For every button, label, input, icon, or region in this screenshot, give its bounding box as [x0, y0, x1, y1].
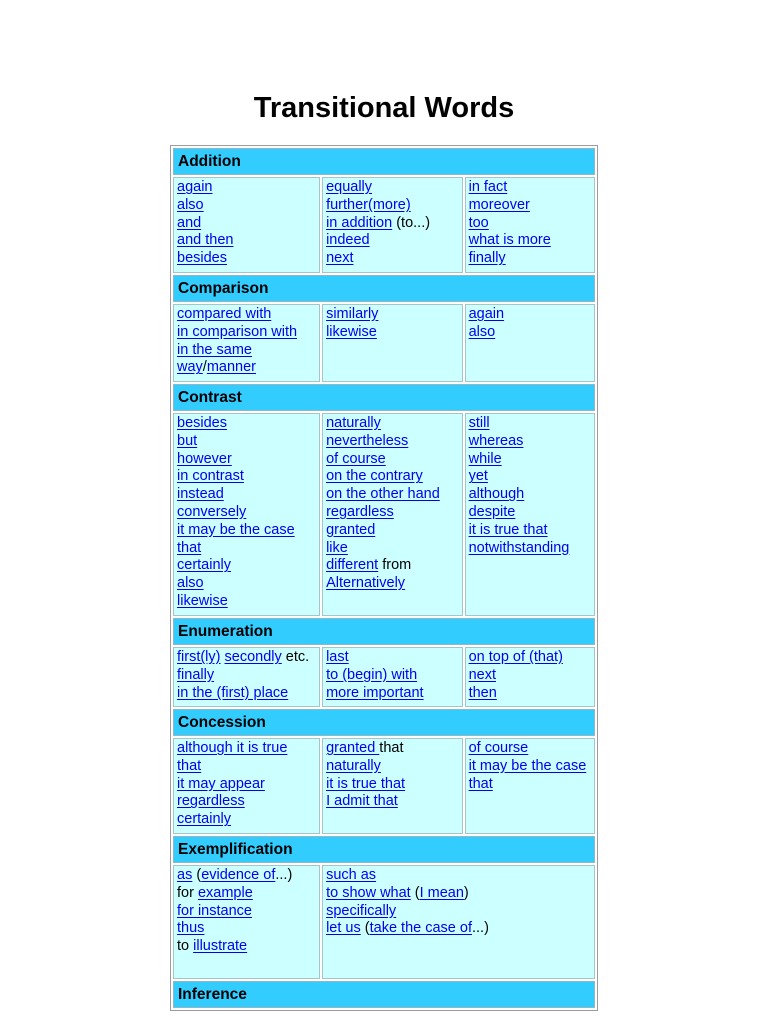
word-link[interactable]: different — [326, 557, 379, 574]
section-header-enumeration: Enumeration — [173, 618, 595, 645]
word-link[interactable]: despite — [468, 503, 516, 520]
word-link[interactable]: that — [468, 775, 493, 792]
section-header-row — [173, 275, 595, 302]
word-link[interactable]: in comparison with — [177, 323, 298, 340]
word-link[interactable]: in fact — [468, 179, 508, 195]
word-link[interactable]: example — [197, 884, 253, 901]
list-item — [326, 179, 459, 197]
word-link[interactable]: it is true that — [326, 775, 406, 792]
table-row — [173, 738, 595, 834]
word-link[interactable]: indeed — [326, 232, 370, 249]
word-link[interactable]: naturally — [326, 415, 381, 431]
word-cell — [465, 413, 595, 616]
word-link[interactable]: to show what — [326, 884, 411, 901]
list-item — [469, 324, 591, 342]
word-text: to — [177, 938, 194, 955]
list-item — [326, 486, 459, 504]
section-header-contrast: Contrast — [173, 384, 595, 411]
list-item — [469, 758, 591, 776]
list-item — [469, 522, 591, 540]
word-link[interactable]: and then — [177, 232, 234, 249]
section-header-row — [173, 618, 595, 645]
word-text: (to...) — [392, 214, 431, 231]
section-header-addition: Addition — [173, 148, 595, 175]
list-item — [469, 667, 591, 685]
list-item — [326, 758, 459, 776]
word-link[interactable]: I admit that — [326, 793, 398, 810]
word-link[interactable]: last — [326, 649, 349, 665]
list-item — [177, 649, 316, 667]
word-cell — [465, 738, 595, 834]
word-link[interactable]: thus — [177, 920, 205, 937]
word-cell — [322, 647, 463, 707]
word-link[interactable]: such as — [326, 867, 377, 883]
list-item — [469, 306, 591, 324]
word-link[interactable]: certainly — [177, 811, 231, 828]
word-link[interactable]: again — [468, 306, 505, 322]
word-link[interactable]: as — [177, 867, 193, 883]
word-link[interactable]: while — [468, 450, 502, 467]
table-body — [173, 148, 595, 1008]
word-link[interactable]: of course — [468, 740, 529, 756]
section-header-row — [173, 836, 595, 863]
word-link[interactable]: in the (first) place — [177, 684, 289, 701]
list-item — [469, 250, 591, 268]
list-item — [177, 776, 316, 794]
word-text: ...) — [471, 920, 489, 937]
word-link[interactable]: regardless — [326, 503, 394, 520]
word-link[interactable]: what is more — [468, 232, 551, 249]
list-item — [326, 649, 459, 667]
table-row — [173, 413, 595, 616]
word-link[interactable]: too — [468, 214, 489, 231]
list-item — [469, 649, 591, 667]
word-link[interactable]: besides — [177, 415, 227, 431]
list-item — [177, 359, 316, 377]
section-header-concession: Concession — [173, 709, 595, 736]
table-row — [173, 647, 595, 707]
word-link[interactable]: first(ly) — [177, 649, 221, 665]
section-header-comparison: Comparison — [173, 275, 595, 302]
word-link[interactable]: compared with — [177, 306, 272, 322]
word-link[interactable]: regardless — [177, 793, 245, 810]
list-item — [326, 557, 459, 575]
list-item — [177, 179, 316, 197]
word-link[interactable]: it may appear — [177, 775, 265, 792]
list-item — [177, 232, 316, 250]
word-link[interactable]: in the same — [177, 341, 252, 358]
word-text: / — [202, 359, 207, 376]
list-item — [177, 575, 316, 593]
list-item — [469, 215, 591, 233]
list-item — [326, 920, 591, 938]
word-cell — [173, 177, 320, 273]
word-cell — [322, 738, 463, 834]
word-link[interactable]: likewise — [177, 592, 228, 609]
list-item — [177, 342, 316, 360]
word-link[interactable]: next — [468, 666, 497, 683]
list-item — [177, 557, 316, 575]
list-item — [469, 433, 591, 451]
word-link[interactable]: manner — [206, 359, 256, 376]
list-item — [326, 885, 591, 903]
word-text: ( — [192, 867, 202, 883]
list-item — [177, 415, 316, 433]
list-item — [326, 324, 459, 342]
list-item — [177, 451, 316, 469]
list-item — [177, 920, 316, 938]
list-item — [177, 522, 316, 540]
word-link[interactable]: on the other hand — [326, 486, 440, 503]
word-cell — [322, 304, 463, 382]
list-item — [326, 250, 459, 268]
word-link[interactable]: and — [177, 214, 202, 231]
list-item — [177, 486, 316, 504]
word-cell — [173, 738, 320, 834]
word-link[interactable]: but — [177, 432, 198, 449]
word-link[interactable]: to (begin) with — [326, 666, 418, 683]
section-header-inference: Inference — [173, 981, 595, 1008]
word-link[interactable]: likewise — [326, 323, 377, 340]
list-item — [469, 685, 591, 703]
list-item — [177, 540, 316, 558]
list-item — [177, 593, 316, 611]
word-link[interactable]: then — [468, 684, 497, 701]
page-title: Transitional Words — [253, 92, 515, 124]
word-link[interactable]: in addition — [326, 214, 393, 231]
list-item — [326, 903, 591, 921]
word-text: for — [177, 884, 198, 901]
list-item — [326, 867, 591, 885]
list-item — [326, 504, 459, 522]
list-item — [469, 232, 591, 250]
list-item — [326, 667, 459, 685]
word-link[interactable]: of course — [326, 450, 386, 467]
word-cell — [173, 413, 320, 616]
list-item — [177, 504, 316, 522]
list-item — [177, 885, 316, 903]
list-item — [177, 215, 316, 233]
word-link[interactable]: whereas — [468, 432, 524, 449]
word-text: etc. — [281, 649, 310, 665]
word-link[interactable]: conversely — [177, 503, 247, 520]
list-item — [326, 522, 459, 540]
list-item — [326, 415, 459, 433]
word-cell — [465, 304, 595, 382]
list-item — [326, 433, 459, 451]
word-link[interactable]: granted — [326, 521, 376, 538]
word-link[interactable]: specifically — [326, 902, 397, 919]
list-item — [326, 793, 459, 811]
list-item — [326, 575, 459, 593]
word-link[interactable]: moreover — [468, 196, 530, 213]
list-item — [326, 306, 459, 324]
list-item — [177, 903, 316, 921]
list-item — [326, 197, 459, 215]
list-item — [469, 451, 591, 469]
list-item — [326, 468, 459, 486]
word-link[interactable]: that — [177, 757, 202, 774]
list-item — [177, 197, 316, 215]
word-link[interactable]: although it is true — [177, 740, 288, 756]
word-cell — [465, 177, 595, 273]
word-link[interactable]: granted — [326, 740, 380, 756]
word-link[interactable]: instead — [177, 486, 224, 503]
word-link[interactable]: like — [326, 539, 348, 556]
word-text: ( — [410, 884, 420, 901]
list-item — [326, 232, 459, 250]
word-link[interactable]: more important — [326, 684, 424, 701]
word-link[interactable]: in contrast — [177, 468, 244, 485]
word-link[interactable]: that — [177, 539, 202, 556]
section-header-row — [173, 981, 595, 1008]
list-item — [469, 415, 591, 433]
list-item — [177, 938, 316, 956]
list-item — [177, 793, 316, 811]
word-link[interactable]: further(more) — [326, 196, 411, 213]
word-link[interactable]: let us — [326, 920, 361, 937]
list-item — [177, 324, 316, 342]
word-link[interactable]: still — [468, 415, 490, 431]
word-text: that — [379, 740, 404, 756]
word-link[interactable]: illustrate — [193, 938, 248, 955]
list-item — [326, 540, 459, 558]
list-item — [177, 306, 316, 324]
word-link[interactable]: finally — [177, 666, 215, 683]
word-link[interactable]: Alternatively — [326, 575, 406, 592]
word-text: ( — [360, 920, 370, 937]
word-cell — [173, 304, 320, 382]
word-link[interactable]: also — [468, 323, 496, 340]
list-item — [177, 468, 316, 486]
word-link[interactable]: besides — [177, 250, 227, 267]
list-item — [177, 667, 316, 685]
word-link[interactable]: nevertheless — [326, 432, 409, 449]
word-cell — [322, 177, 463, 273]
list-item — [177, 758, 316, 776]
word-link[interactable]: also — [177, 196, 204, 213]
word-link[interactable]: I mean — [419, 884, 464, 901]
list-item — [469, 486, 591, 504]
list-item — [326, 215, 459, 233]
word-link[interactable]: secondly — [224, 649, 282, 665]
word-link[interactable]: evidence of — [201, 867, 276, 883]
word-cell — [322, 413, 463, 616]
section-header-exemplification: Exemplification — [173, 836, 595, 863]
list-item — [177, 250, 316, 268]
word-link[interactable]: on top of (that) — [468, 649, 563, 665]
word-cell — [322, 865, 595, 979]
word-text: ) — [463, 884, 469, 901]
list-item — [177, 685, 316, 703]
word-link[interactable]: certainly — [177, 557, 231, 574]
word-link[interactable]: naturally — [326, 757, 381, 774]
list-item — [177, 433, 316, 451]
word-link[interactable]: for instance — [177, 902, 252, 919]
word-cell — [465, 647, 595, 707]
list-item — [469, 504, 591, 522]
word-link[interactable]: finally — [468, 250, 506, 267]
list-item — [177, 867, 316, 885]
word-link[interactable]: next — [326, 250, 354, 267]
list-item — [326, 451, 459, 469]
list-item — [326, 685, 459, 703]
list-item — [177, 811, 316, 829]
word-link[interactable]: however — [177, 450, 232, 467]
word-link[interactable]: on the contrary — [326, 468, 423, 485]
word-cell — [173, 865, 320, 979]
word-link[interactable]: yet — [468, 468, 488, 485]
list-item — [469, 179, 591, 197]
word-link[interactable]: way — [177, 359, 203, 376]
word-link[interactable]: it may be the case — [177, 521, 295, 538]
word-link[interactable]: similarly — [326, 306, 379, 322]
word-text: ...) — [275, 867, 293, 883]
list-item — [326, 776, 459, 794]
table-row — [173, 865, 595, 979]
word-link[interactable]: it may be the case — [468, 757, 587, 774]
word-cell — [173, 647, 320, 707]
word-link[interactable]: although — [468, 486, 525, 503]
section-header-row — [173, 384, 595, 411]
word-link[interactable]: notwithstanding — [468, 539, 570, 556]
list-item — [469, 776, 591, 794]
transitional-words-table — [170, 145, 598, 1011]
section-header-row — [173, 148, 595, 175]
list-item — [326, 740, 459, 758]
list-item — [469, 540, 591, 558]
table-row — [173, 177, 595, 273]
word-link[interactable]: also — [177, 575, 204, 592]
section-header-row — [173, 709, 595, 736]
list-item — [469, 740, 591, 758]
list-item — [469, 468, 591, 486]
word-link[interactable]: it is true that — [468, 521, 548, 538]
list-item — [177, 740, 316, 758]
word-link[interactable]: take the case of — [369, 920, 472, 937]
word-link[interactable]: again — [177, 179, 213, 195]
word-text: from — [378, 557, 412, 574]
word-link[interactable]: equally — [326, 179, 373, 195]
table-row — [173, 304, 595, 382]
list-item — [469, 197, 591, 215]
